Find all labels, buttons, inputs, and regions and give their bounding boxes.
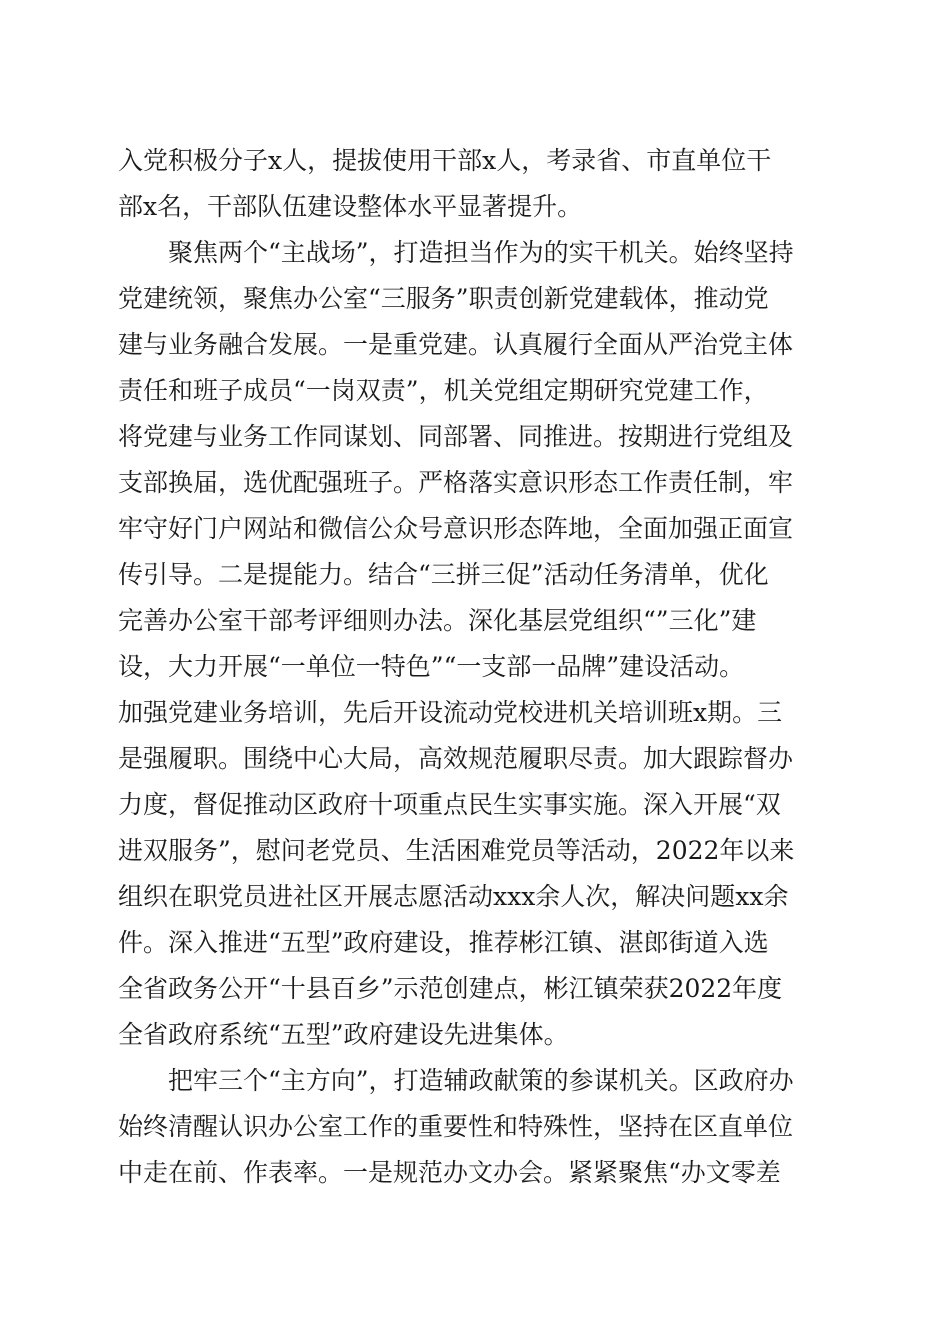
text-line-12: 设，大力开展“一单位一特色”“一支部一品牌”建设活动。 [118, 652, 745, 681]
text-line-13: 加强党建业务培训，先后开设流动党校进机关培训班x期。三 [118, 698, 783, 727]
text-line-5: 建与业务融合发展。一是重党建。认真履行全面从严治党主体 [118, 330, 794, 359]
text-line-17: 组织在职党员进社区开展志愿活动xxx余人次，解决问题xx余 [118, 882, 789, 911]
text-line-19: 全省政务公开“十县百乡”示范创建点，彬江镇荣获2022年度 [118, 974, 783, 1003]
text-line-1: 入党积极分子x人，提拔使用干部x人，考录省、市直单位干 [118, 146, 772, 175]
paragraph-start-line: 聚焦两个“主战场”，打造担当作为的实干机关。始终坚持 [168, 238, 794, 267]
text-line-8: 支部换届，选优配强班子。严格落实意识形态工作责任制，牢 [118, 468, 794, 497]
text-line-10: 传引导。二是提能力。结合“三拼三促”活动任务清单，优化 [118, 560, 769, 589]
text-line-11: 完善办公室干部考评细则办法。深化基层党组织“”三化”建 [118, 606, 757, 635]
text-line-6: 责任和班子成员“一岗双责”，机关党组定期研究党建工作， [118, 376, 769, 405]
text-line-22: 始终清醒认识办公室工作的重要性和特殊性，坚持在区直单位 [118, 1112, 794, 1141]
text-line-2: 部x名，干部队伍建设整体水平显著提升。 [118, 192, 583, 221]
paragraph-start-line: 把牢三个“主方向”，打造辅政献策的参谋机关。区政府办 [168, 1066, 794, 1095]
text-line-4: 党建统领，聚焦办公室“三服务”职责创新党建载体，推动党 [118, 284, 769, 313]
text-line-20: 全省政府系统“五型”政府建设先进集体。 [118, 1020, 569, 1049]
text-line-23: 中走在前、作表率。一是规范办文办会。紧紧聚焦“办文零差 [118, 1158, 781, 1187]
text-line-7: 将党建与业务工作同谋划、同部署、同推进。按期进行党组及 [118, 422, 794, 451]
text-line-14: 是强履职。围绕中心大局，高效规范履职尽责。加大跟踪督办 [118, 744, 794, 773]
text-line-18: 件。深入推进“五型”政府建设，推荐彬江镇、湛郎街道入选 [118, 928, 769, 957]
text-line-9: 牢守好门户网站和微信公众号意识形态阵地，全面加强正面宣 [118, 514, 794, 543]
text-line-15: 力度，督促推动区政府十项重点民生实事实施。深入开展“双 [118, 790, 781, 819]
text-line-16: 进双服务”，慰问老党员、生活困难党员等活动，2022年以来 [118, 836, 795, 865]
